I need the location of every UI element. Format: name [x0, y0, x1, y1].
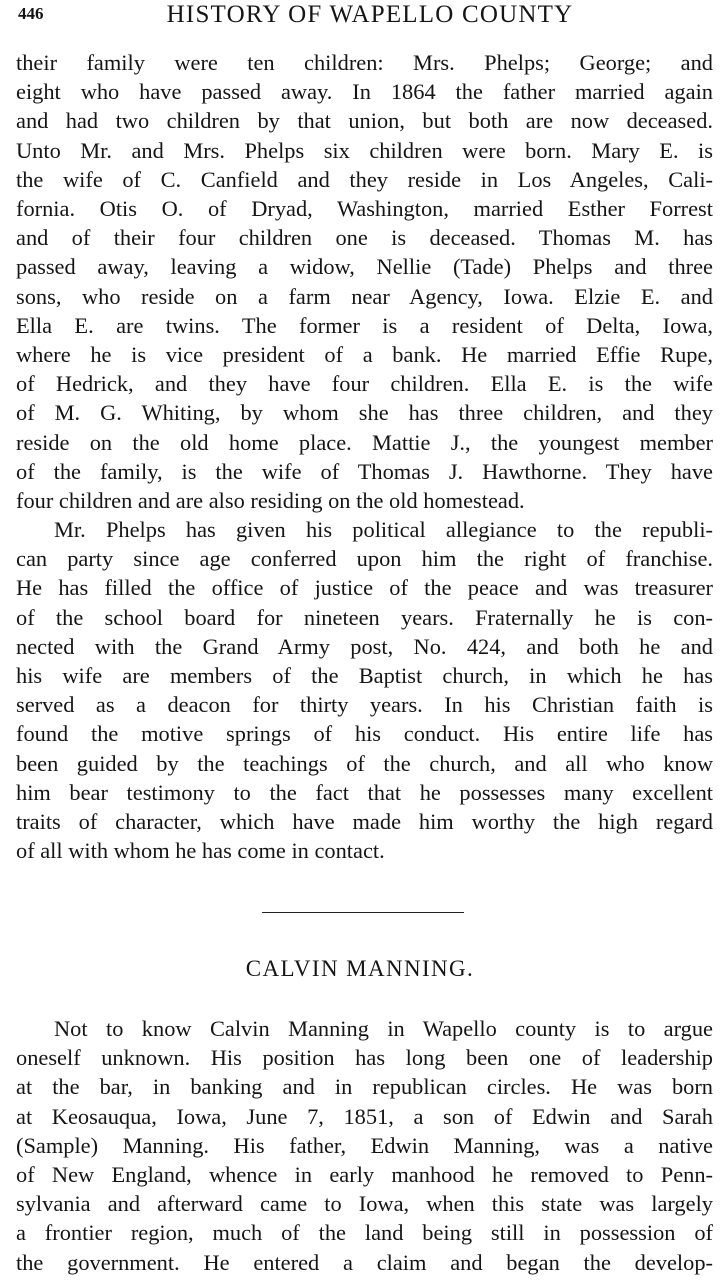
text-line: eight who have passed away. In 1864 the father married again [16, 79, 713, 105]
text-line: nected with the Grand Army post, No. 424, and both he and [16, 633, 713, 659]
text-line: Ella E. are twins. The former is a resident of Delta, Iowa, [16, 312, 713, 338]
text-line: found the motive springs of his conduct. His entire life has [16, 721, 713, 747]
text-line: He has filled the office of justice of the peace and was treasurer [16, 575, 713, 601]
text-line: of M. G. Whiting, by whom she has three children, and they [16, 400, 713, 426]
running-title: HISTORY OF WAPELLO COUNTY [166, 1, 574, 28]
text-line: at Keosauqua, Iowa, June 7, 1851, a son of Edwin and Sarah [16, 1103, 713, 1129]
text-line: a frontier region, much of the land being still in possession of [16, 1220, 713, 1246]
text-line: the government. He entered a claim and began the develop- [16, 1249, 713, 1275]
text-line: Unto Mr. and Mrs. Phelps six children were born. Mary E. is [16, 137, 713, 163]
text-line: traits of character, which have made him worthy the high regard [16, 809, 713, 835]
paragraph-phelps-family [16, 48, 713, 515]
section-divider [262, 912, 464, 913]
section-title: CALVIN MANNING. [245, 956, 475, 981]
text-line: fornia. Otis O. of Dryad, Washington, married Esther Forrest [16, 196, 713, 222]
text-line: the wife of C. Canfield and they reside in Los Angeles, Cali- [16, 166, 713, 192]
text-line: of New England, whence in early manhood he removed to Penn- [16, 1162, 713, 1188]
text-line: Mr. Phelps has given his political allegiance to the republi- [54, 517, 713, 542]
text-line: reside on the old home place. Mattie J., the youngest member [16, 429, 713, 455]
text-line: been guided by the teachings of the church, and all who know [16, 750, 713, 776]
page-number: 446 [18, 4, 44, 23]
text-line: where he is vice president of a bank. He married Effie Rupe, [16, 342, 713, 368]
text-line: his wife are members of the Baptist church, in which he has [16, 663, 713, 689]
text-line: him bear testimony to the fact that he possesses many excellent [16, 779, 713, 805]
text-line: and had two children by that union, but both are now deceased. [16, 108, 713, 134]
text-line: their family were ten children: Mrs. Phelps; George; and [16, 50, 713, 75]
text-line: oneself unknown. His position has long been one of leadership [16, 1045, 713, 1071]
text-line: at the bar, in banking and in republican circles. He was born [16, 1074, 713, 1100]
text-line: Not to know Calvin Manning in Wapello county is to argue [54, 1016, 713, 1041]
page-header [0, 0, 720, 34]
text-line: (Sample) Manning. His father, Edwin Manning, was a native [16, 1132, 713, 1158]
text-line: and of their four children one is deceased. Thomas M. has [16, 225, 713, 251]
text-line: of all with whom he has come in contact. [16, 838, 385, 864]
text-line: of the family, is the wife of Thomas J. Hawthorne. They have [16, 458, 713, 484]
text-line: sylvania and afterward came to Iowa, when this state was largely [16, 1191, 713, 1217]
text-line: can party since age conferred upon him the right of franchise. [16, 546, 713, 572]
text-line: of Hedrick, and they have four children. Ella E. is the wife [16, 371, 713, 397]
text-line: passed away, leaving a widow, Nellie (Tade) Phelps and three [16, 254, 713, 280]
text-line: four children and are also residing on the old homestead. [16, 488, 525, 514]
text-line: sons, who reside on a farm near Agency, Iowa. Elzie E. and [16, 283, 713, 309]
paragraph-calvin-manning [16, 1014, 713, 1277]
text-line: of the school board for nineteen years. Fraternally he is con- [16, 604, 713, 630]
text-line: served as a deacon for thirty years. In his Christian faith is [16, 692, 713, 718]
paragraph-phelps-politics [16, 515, 713, 865]
